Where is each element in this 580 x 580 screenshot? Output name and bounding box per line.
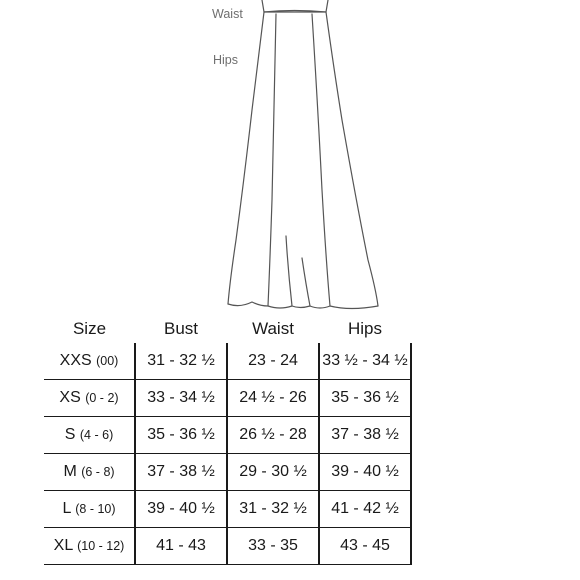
hips-cell: 35 - 36 ½ bbox=[319, 380, 411, 417]
waist-cell: 33 - 35 bbox=[227, 528, 319, 565]
bust-cell: 41 - 43 bbox=[135, 528, 227, 565]
size-name: L bbox=[62, 500, 71, 517]
table-row bbox=[44, 343, 411, 380]
waist-cell: 26 ½ - 28 bbox=[227, 417, 319, 454]
hips-cell: 37 - 38 ½ bbox=[319, 417, 411, 454]
size-numeric: (10 - 12) bbox=[77, 539, 125, 553]
hips-cell: 33 ½ - 34 ½ bbox=[319, 343, 411, 380]
waist-cell: 23 - 24 bbox=[227, 343, 319, 380]
size-name: S bbox=[64, 426, 76, 443]
size-numeric: (6 - 8) bbox=[81, 465, 115, 479]
header-waist: Waist bbox=[252, 319, 294, 338]
size-cell bbox=[44, 380, 135, 417]
waist-cell: 24 ½ - 26 bbox=[227, 380, 319, 417]
bust-cell: 39 - 40 ½ bbox=[135, 491, 227, 528]
waist-cell: 29 - 30 ½ bbox=[227, 454, 319, 491]
header-hips: Hips bbox=[347, 319, 382, 338]
bust-cell: 37 - 38 ½ bbox=[135, 454, 227, 491]
table-row bbox=[44, 454, 411, 491]
size-cell bbox=[44, 343, 135, 380]
size-name: XL bbox=[53, 537, 73, 554]
bust-cell: 31 - 32 ½ bbox=[135, 343, 227, 380]
size-cell bbox=[44, 417, 135, 454]
header-size: Size bbox=[72, 319, 107, 338]
size-numeric: (00) bbox=[96, 354, 119, 368]
table-row bbox=[44, 417, 411, 454]
table-row bbox=[44, 528, 411, 565]
size-cell bbox=[44, 491, 135, 528]
header-bust: Bust bbox=[163, 319, 199, 338]
size-cell bbox=[44, 528, 135, 565]
hips-cell: 39 - 40 ½ bbox=[319, 454, 411, 491]
bust-cell: 35 - 36 ½ bbox=[135, 417, 227, 454]
table-row bbox=[44, 491, 411, 528]
table-row bbox=[44, 380, 411, 417]
hips-cell: 41 - 42 ½ bbox=[319, 491, 411, 528]
bust-cell: 33 - 34 ½ bbox=[135, 380, 227, 417]
size-name: M bbox=[63, 463, 77, 480]
size-numeric: (4 - 6) bbox=[79, 428, 114, 442]
size-name: XS bbox=[59, 389, 81, 406]
waist-cell: 31 - 32 ½ bbox=[227, 491, 319, 528]
size-numeric: (0 - 2) bbox=[85, 391, 119, 405]
hips-label: Hips bbox=[213, 53, 239, 67]
size-numeric: (8 - 10) bbox=[75, 502, 116, 516]
table-header-row bbox=[44, 315, 411, 343]
waist-label: Waist bbox=[212, 7, 243, 21]
size-cell bbox=[44, 454, 135, 491]
size-name: XXS bbox=[59, 352, 92, 369]
hips-cell: 43 - 45 bbox=[319, 528, 411, 565]
size-chart-table bbox=[44, 315, 412, 565]
